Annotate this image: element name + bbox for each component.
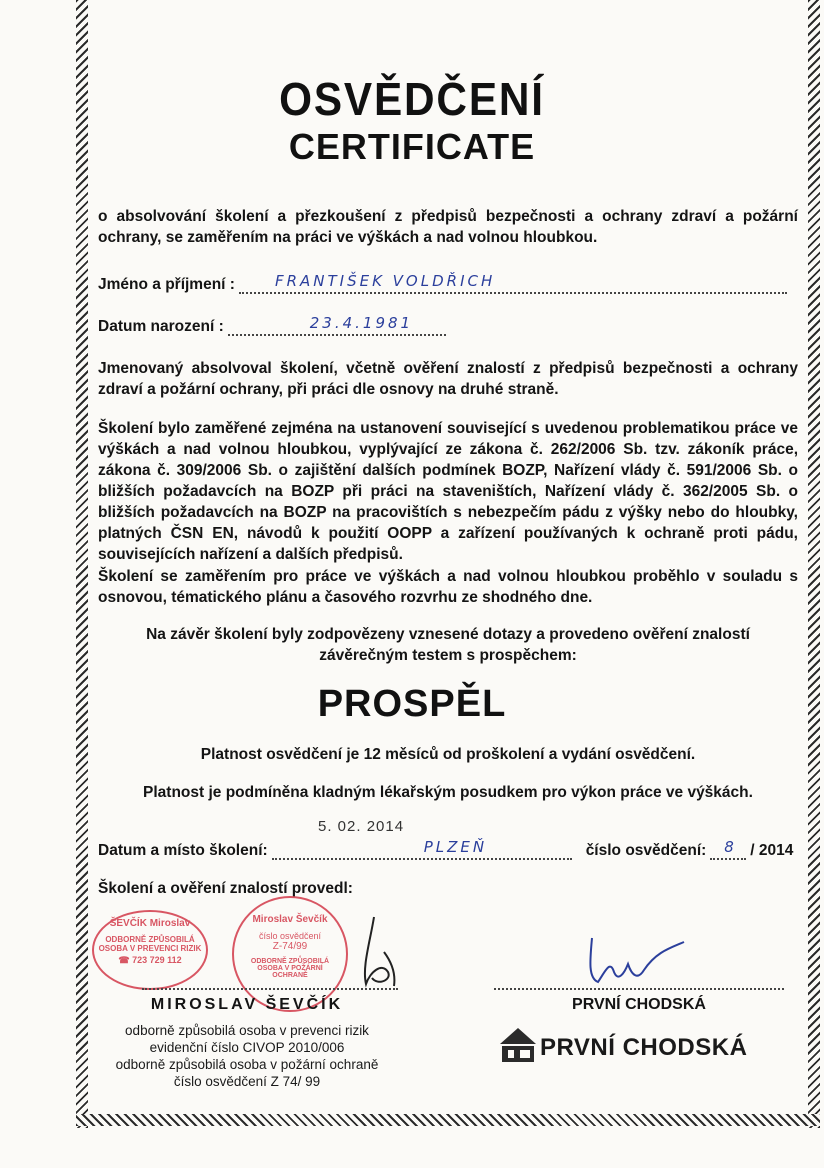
stamp1-line1: ODBORNĚ ZPŮSOBILÁ (105, 935, 195, 944)
logo-text: PRVNÍ CHODSKÁ (540, 1034, 748, 1061)
intro-text: o absolvování školení a přezkoušení z předpisů bezpečnosti a ochrany zdraví a požární ochrany, se zaměřením na práci ve výškách a nad volnou hloubkou. (98, 208, 798, 246)
birth-row (98, 314, 446, 336)
cert-year: / 2014 (750, 842, 794, 859)
signature-line-right (494, 988, 784, 990)
validity-text: Platnost osvědčení je 12 měsíců od proškolení a vydání osvědčení. (200, 746, 696, 763)
stamp1-line2: OSOBA V PREVENCI RIZIK (98, 944, 202, 953)
decorative-border-bottom (76, 1114, 820, 1126)
conclusion-line-1: Na závěr školení byly zodpovězeny vznesené dotazy a provedeno ověření znalostí (146, 626, 750, 643)
stamp-prevention-rizik (92, 910, 208, 990)
result-passed: PROSPĚL (317, 683, 507, 725)
cert-no-value: 8 (724, 838, 737, 856)
trained-by-label (98, 880, 353, 898)
signature-line-left (142, 988, 398, 990)
decorative-border-right (808, 0, 820, 1128)
signer1-info-3: odborně způsobilá osoba v požární ochraně (115, 1057, 379, 1072)
conclusion-line-2: závěrečným testem s prospěchem: (319, 647, 577, 664)
birth-label: Datum narození : (98, 318, 224, 335)
date-place-row (98, 838, 794, 860)
signer2-name: PRVNÍ CHODSKÁ (572, 996, 706, 1013)
date-place-field (272, 838, 572, 860)
trained-by-text: Školení a ověření znalostí provedl: (98, 880, 353, 897)
stamp2-line3: ODBORNĚ ZPŮSOBILÁ OSOBA V POŽÁRNÍ OCHRANĚ (250, 958, 330, 979)
stamp2-top: Miroslav Ševčík (252, 914, 328, 925)
roof-logo-icon (498, 1026, 538, 1064)
signer1-name: MIROSLAV ŠEVČÍK (150, 996, 344, 1013)
signer1-info-1: odborně způsobilá osoba v prevenci rizik (125, 1023, 369, 1038)
name-label: Jméno a příjmení : (98, 276, 235, 293)
cert-no-label: číslo osvědčení: (585, 842, 707, 859)
name-value: FRANTIŠEK VOLDŘICH (274, 272, 496, 290)
cert-no-field (710, 838, 746, 860)
decorative-border-left (76, 0, 88, 1128)
signer1-info-2: evidenční číslo CIVOP 2010/006 (149, 1040, 345, 1055)
stamp-fire-protection (232, 896, 348, 1012)
company-logo (498, 1026, 778, 1066)
date-place-value: PLZEŇ (423, 838, 488, 856)
stamp2-line1: číslo osvědčení (258, 931, 322, 941)
paragraph-legislation: Školení bylo zaměřené zejména na ustanovení související s uvedenou problematikou práce ve výškách a nad volnou hloubkou, vyplývající ze zákona č. 262/2006 Sb. tzv. zákoník práce, zákona č. 309/2006 Sb. o zajištění dalších podmínek BOZP, Nařízení vlády č. 591/2006 Sb. o bližších požadavcích na BOZP při práci na staveništích, Nařízení vlády č. 362/2005 Sb. o bližších požadavcích na BOZP na pracovištích s nebezpečím pádu z výšky nebo do hloubky, platných ČSN EN, návodů k použití OOPP a zařízení používaných k ochraně proti pádu, souvisejících nařízení a dalších předpisů. (98, 420, 798, 563)
signer1-info-4: číslo osvědčení Z 74/ 99 (173, 1074, 321, 1089)
date-place-label: Datum a místo školení: (98, 842, 268, 859)
name-field (239, 272, 787, 294)
title-english: CERTIFICATE (288, 126, 536, 167)
paragraph-syllabus: Školení se zaměřením pro práce ve výškách a nad volnou hloubkou proběhlo v souladu s osnovou, tématického plánu a časového rozvrhu ze shodného dne. (98, 568, 798, 606)
signature-sevcik (344, 912, 404, 992)
condition-text: Platnost je podmíněna kladným lékařským posudkem pro výkon práce ve výškách. (143, 784, 753, 801)
stamp2-line2: Z-74/99 (272, 941, 308, 952)
name-row (98, 272, 787, 294)
title-czech: OSVĚDČENÍ (279, 73, 545, 125)
paragraph-trained: Jmenovaný absolvoval školení, včetně ověření znalostí z předpisů bezpečnosti a ochrany zdraví a požární ochrany, při práci dle osnovy na druhé straně. (98, 360, 798, 398)
date-stamp: 5. 02. 2014 (318, 818, 405, 835)
birth-field (228, 314, 446, 336)
stamp1-top: ŠEVČÍK Miroslav (109, 918, 191, 929)
stamp1-line3: ☎ 723 729 112 (118, 955, 182, 965)
signature-chodska (580, 930, 690, 990)
birth-value: 23.4.1981 (309, 314, 414, 332)
